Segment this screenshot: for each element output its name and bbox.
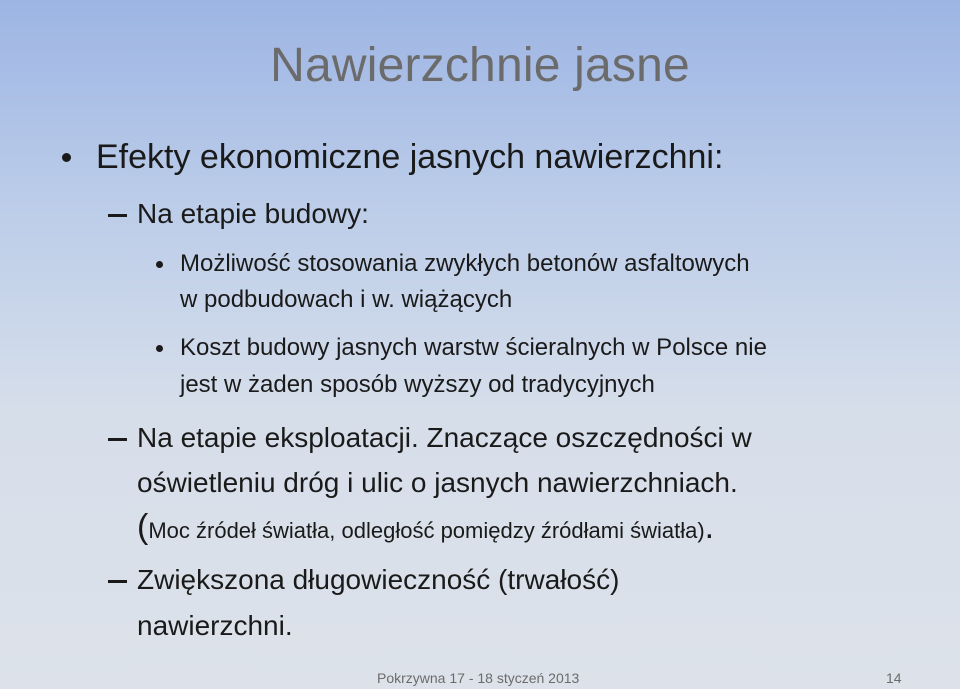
footer-text: Pokrzywna 17 - 18 styczeń 2013 <box>377 670 580 686</box>
dash-marker <box>108 438 127 441</box>
sub-bullet-text: w podbudowach i w. wiążących <box>180 286 513 313</box>
dash-text: oświetleniu dróg i ulic o jasnych nawierzchniach. <box>137 467 738 498</box>
sub-bullet-text: Koszt budowy jasnych warstw ścieralnych w Polsce nie <box>180 334 767 361</box>
slide-title: Nawierzchnie jasne <box>270 39 690 92</box>
dash-text: Na etapie budowy: <box>137 198 369 229</box>
dash-marker <box>108 580 127 583</box>
sub-bullet-dot <box>156 345 163 352</box>
sub-bullet-text: Możliwość stosowania zwykłych betonów asfaltowych <box>180 250 750 277</box>
paren-text: Moc źródeł światła, odległość pomiędzy źródłami światła) <box>148 518 705 543</box>
period: . <box>704 508 715 546</box>
sub-bullet-dot <box>156 261 163 268</box>
bullet-dot <box>62 153 71 162</box>
page-number: 14 <box>886 670 902 686</box>
dash-text-line <box>137 510 714 544</box>
open-paren: ( <box>137 508 149 546</box>
bullet-text: Efekty ekonomiczne jasnych nawierzchni: <box>96 138 724 176</box>
dash-text: Zwiększona długowieczność (trwałość) <box>137 564 620 595</box>
dash-text: nawierzchni. <box>137 610 293 641</box>
sub-bullet-text: jest w żaden sposób wyższy od tradycyjnych <box>180 371 655 398</box>
dash-marker <box>108 214 127 217</box>
dash-text: Na etapie eksploatacji. Znaczące oszczędności w <box>137 422 752 453</box>
